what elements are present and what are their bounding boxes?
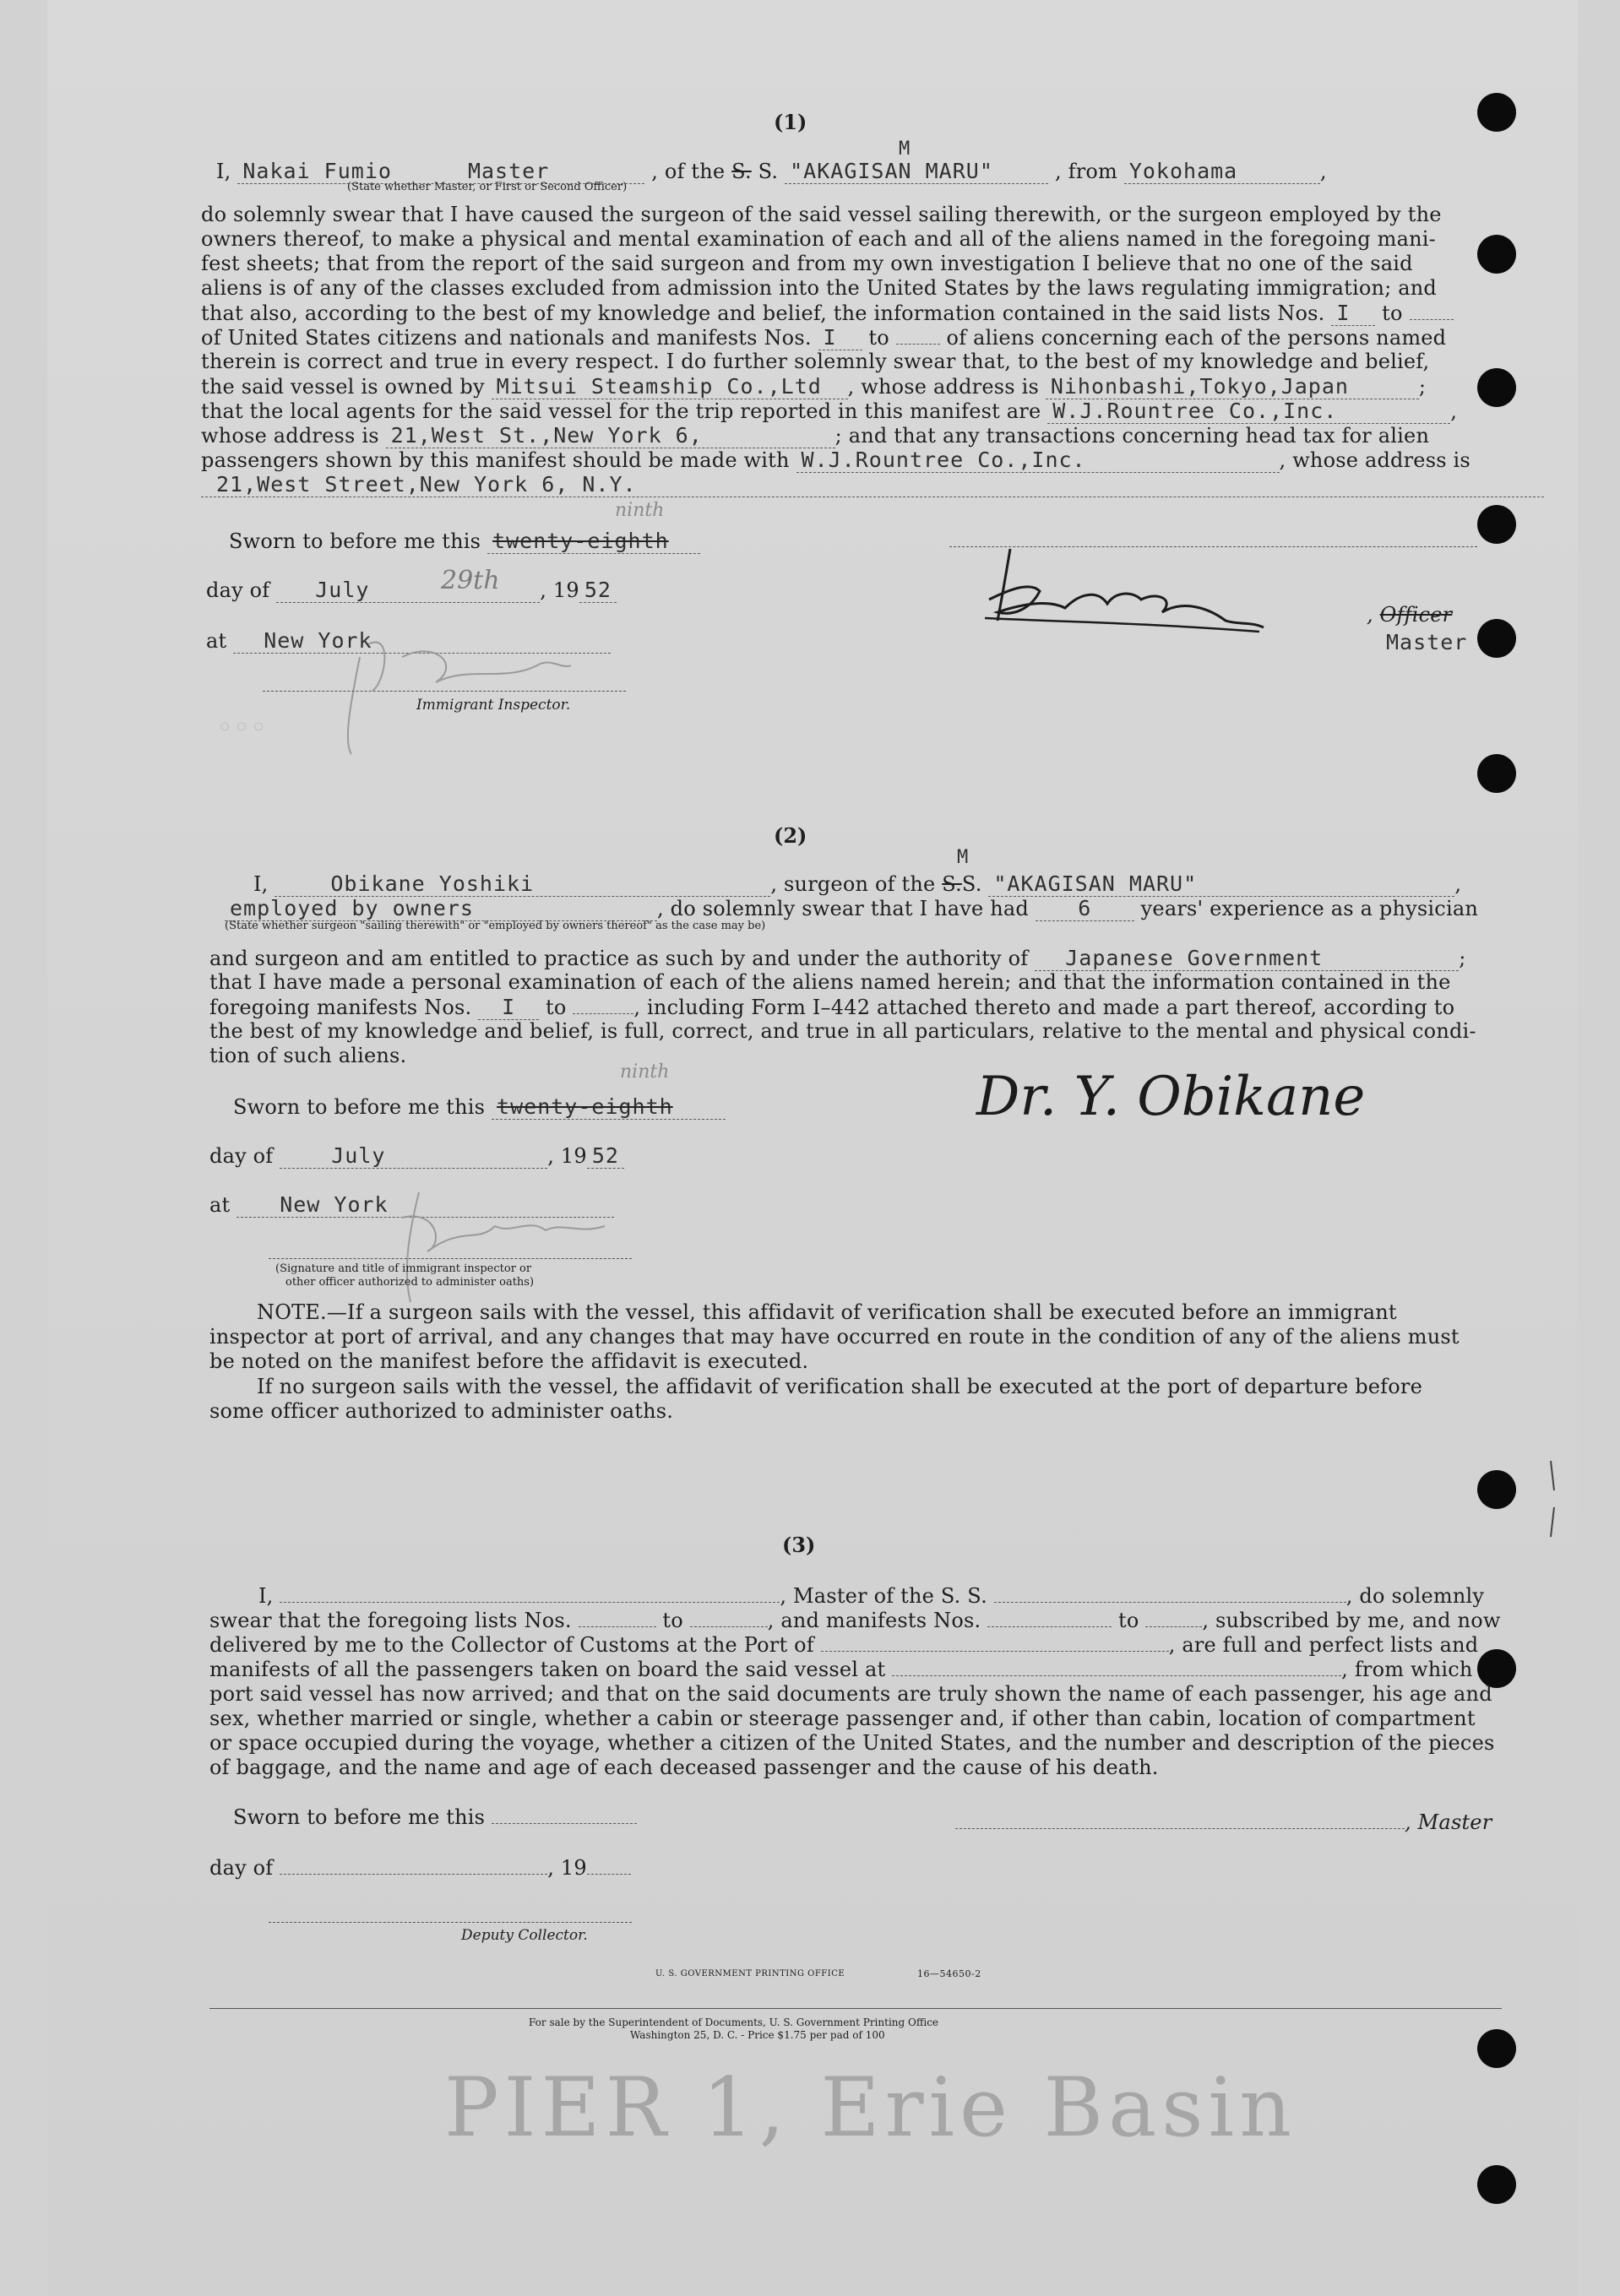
- section-number: (3): [782, 1533, 816, 1557]
- owner-address-label: , whose address is: [847, 375, 1039, 399]
- punch-hole: [1477, 1470, 1516, 1509]
- lists-text: that also, according to the best of my knowledge and belief, the information contained in the said lists Nos.: [201, 301, 1325, 325]
- year-prefix: , 19: [547, 1856, 587, 1880]
- officer-title-typed: Master: [1386, 630, 1468, 654]
- master-signature-field[interactable]: [955, 1810, 1492, 1834]
- section1-body-1: owners thereof, to make a physical and mental examination of each and all of the aliens named in the foregoing mani-: [201, 227, 1436, 251]
- sworn-day-field[interactable]: [492, 1823, 637, 1824]
- lists-to-field[interactable]: [690, 1626, 768, 1627]
- section2-line5: [209, 995, 1454, 1020]
- inspector-signature-line: [269, 1258, 632, 1259]
- sale-line-1: For sale by the Superintendent of Documents, U. S. Government Printing Office: [529, 2016, 939, 2028]
- port-field[interactable]: [821, 1651, 1169, 1652]
- owner-address-field[interactable]: Nihonbashi,Tokyo,Japan: [1046, 374, 1419, 399]
- agents-address-field[interactable]: 21,West St.,New York 6,: [386, 423, 835, 448]
- master-of-label: , Master of the S. S.: [780, 1584, 987, 1608]
- form-text: , including Form I–442 attached thereto and made a part thereof, according to: [633, 996, 1455, 1019]
- section1-body-7: the said vessel is owned by Mitsui Steamship Co.,Ltd , whose address is Nihonbashi,Tokyo,Japan ;: [201, 374, 1427, 399]
- printing-office: U. S. GOVERNMENT PRINTING OFFICE: [655, 1969, 845, 1978]
- experience-text-end: years' experience as a physician: [1140, 897, 1478, 920]
- head-tax-address-label: , whose address is: [1279, 448, 1471, 472]
- years-field[interactable]: 6: [1036, 896, 1134, 921]
- subscribed-text: , subscribed by me, and now: [1202, 1609, 1501, 1632]
- section1-body-3: aliens is of any of the classes excluded from admission into the United States by the laws regulating immigration; and: [201, 276, 1437, 300]
- month-field[interactable]: [280, 1874, 547, 1875]
- label-to: to: [546, 996, 567, 1019]
- section2-line4: that I have made a personal examination of each of the aliens named herein; and that the information contained in the: [209, 970, 1451, 994]
- manifests-text: foregoing manifests Nos.: [209, 996, 472, 1019]
- ss-label: S.: [758, 160, 779, 183]
- form-code: 16—54650-2: [917, 1968, 981, 1979]
- punch-hole: [1477, 368, 1516, 407]
- vessel-name-field[interactable]: [994, 1602, 1346, 1603]
- faint-stamp: ◦◦◦: [216, 711, 268, 745]
- i-label: I,: [253, 872, 269, 896]
- section1-body-8: that the local agents for the said vessel for the trip reported in this manifest are W.J.Rountree Co.,Inc. ,: [201, 399, 1458, 423]
- rank-caption: (State whether Master, or First or Second Officer): [347, 181, 628, 193]
- ss-struck: S.: [731, 160, 752, 183]
- officer-struck: Officer: [1379, 603, 1453, 627]
- master-signature: [981, 540, 1268, 633]
- section1-body-4: [201, 301, 1454, 326]
- at-label: at: [209, 1193, 231, 1217]
- deputy-collector-caption: Deputy Collector.: [461, 1927, 588, 1944]
- section2-line1: I, Obikane Yoshiki , surgeon of the S.S. "AKAGISAN MARU" ,: [253, 871, 1462, 896]
- sworn-line: [233, 1805, 637, 1829]
- i-label: I,: [216, 160, 231, 183]
- year-field[interactable]: [587, 1874, 631, 1875]
- day-of-label: day of: [209, 1856, 274, 1880]
- sale-line-2: Washington 25, D. C. - Price $1.75 per pad of 100: [630, 2029, 885, 2041]
- note-line-1: inspector at port of arrival, and any changes that may have occurred en route in the condition of any of the aliens must: [209, 1325, 1460, 1349]
- ms-correction-mark: M: [957, 847, 970, 868]
- surgeon-name: Obikane Yoshiki: [330, 871, 535, 896]
- manifests-to-field[interactable]: [573, 1013, 633, 1014]
- master-signature-line: [955, 1828, 1405, 1829]
- inspector-pencil-signature: [385, 1175, 639, 1311]
- agents-address-label: whose address is: [201, 424, 379, 448]
- month-field[interactable]: [276, 578, 540, 603]
- departure-port-field[interactable]: [892, 1675, 1341, 1676]
- year-field[interactable]: 52: [579, 578, 617, 603]
- agents-field[interactable]: W.J.Rountree Co.,Inc.: [1047, 399, 1450, 424]
- label-of-the: , of the: [651, 160, 726, 183]
- sworn-label: Sworn to before me this: [229, 529, 481, 553]
- section1-body-9: [201, 423, 1429, 448]
- master-caption: , Master: [1405, 1810, 1492, 1834]
- edge-mark: [1542, 1457, 1568, 1541]
- section3-body-3: of baggage, and the name and age of each deceased passenger and the cause of his death.: [209, 1756, 1159, 1779]
- inspector-caption: Immigrant Inspector.: [416, 697, 571, 714]
- ss-label: S.: [961, 872, 982, 896]
- day-of-line: [209, 1143, 624, 1169]
- section3-line4: [209, 1658, 1473, 1681]
- master-rank: Master: [467, 159, 550, 183]
- lists-to-field[interactable]: [1410, 319, 1454, 320]
- manifests-from-field[interactable]: [987, 1626, 1112, 1627]
- authority-value: Japanese Government: [1065, 946, 1324, 970]
- owner-field[interactable]: Mitsui Steamship Co.,Ltd: [492, 374, 848, 399]
- label-to: to: [1118, 1609, 1139, 1632]
- date-correction: 29th: [441, 566, 500, 595]
- manifests-text: of United States citizens and nationals and manifests Nos.: [201, 326, 812, 350]
- employment-caption: (State whether surgeon "sailing therewith" or "employed by owners thereof" as the case may be): [225, 920, 766, 932]
- punch-hole: [1477, 619, 1516, 658]
- year-field[interactable]: 52: [587, 1143, 624, 1169]
- note-line-3: If no surgeon sails with the vessel, the affidavit of verification shall be executed at the port of departure before: [257, 1375, 1422, 1398]
- note-line-2: be noted on the manifest before the affidavit is executed.: [209, 1349, 809, 1373]
- manifests-text-end: of aliens concerning each of the persons named: [946, 326, 1447, 350]
- sworn-day-field[interactable]: [492, 1094, 726, 1120]
- section2-line7: tion of such aliens.: [209, 1044, 407, 1067]
- day-of-label: day of: [209, 1144, 274, 1168]
- section1-body-0: do solemnly swear that I have caused the surgeon of the said vessel sailing therewith, or the surgeon employed by the: [201, 203, 1442, 226]
- surgeon-vessel-field[interactable]: "AKAGISAN MARU": [988, 871, 1454, 897]
- label-to: to: [1382, 301, 1403, 325]
- head-tax-agent-field[interactable]: W.J.Rountree Co.,Inc.: [796, 448, 1280, 473]
- month-value: July: [315, 578, 370, 602]
- label-surgeon-of: , surgeon of the: [770, 872, 936, 896]
- year-prefix: , 19: [547, 1144, 587, 1168]
- sworn-label: Sworn to before me this: [233, 1805, 486, 1829]
- manifests-from-field[interactable]: I: [478, 995, 539, 1020]
- section1-body-6: therein is correct and true in every respect. I do further solemnly swear that, to the best of my knowledge and belief,: [201, 350, 1430, 373]
- punch-hole: [1477, 93, 1516, 132]
- authority-text: and surgeon and am entitled to practice as such by and under the authority of: [209, 947, 1029, 970]
- ss-struck: S.: [942, 872, 962, 896]
- officer-label: , Officer: [1367, 603, 1453, 627]
- section2-line3: and surgeon and am entitled to practice as such by and under the authority of Japanese Government ;: [209, 946, 1466, 970]
- master-name: Nakai Fumio: [242, 159, 392, 183]
- manifests-from-field[interactable]: I: [818, 325, 862, 350]
- section3-line1: [258, 1584, 1484, 1608]
- inspector-signature-line: [263, 691, 626, 692]
- month-field[interactable]: [280, 1143, 547, 1169]
- section1-body-5: [201, 325, 1446, 350]
- agents-text: that the local agents for the said vessel for the trip reported in this manifest are: [201, 399, 1041, 423]
- month-value: July: [331, 1143, 386, 1168]
- surgeon-name-field[interactable]: [275, 871, 770, 897]
- collector-text: delivered by me to the Collector of Customs at the Port of: [209, 1633, 814, 1657]
- signature-caption-2: other officer authorized to administer oaths): [285, 1276, 535, 1289]
- year-prefix: , 19: [540, 578, 579, 602]
- sworn-day-correction: ninth: [620, 1061, 670, 1083]
- section3-body-0: port said vessel has now arrived; and that on the said documents are truly shown the name of each passenger, his age and: [209, 1682, 1492, 1706]
- footer-rule: [209, 2008, 1502, 2009]
- head-tax-text: ; and that any transactions concerning head tax for alien: [834, 424, 1430, 448]
- inspector-pencil-signature: [334, 606, 588, 758]
- vessel-name-field[interactable]: "AKAGISAN MARU": [785, 159, 1048, 184]
- day-of-line: [206, 578, 617, 603]
- i-label: I,: [258, 1584, 274, 1608]
- section3-body-2: or space occupied during the voyage, whether a citizen of the United States, and the number and description of the pieces: [209, 1731, 1495, 1755]
- affidavit-page: [47, 0, 1578, 2296]
- section-number: (1): [774, 110, 807, 134]
- section1-body-2: fest sheets; that from the report of the said surgeon and from my own investigation I believe that no one of the said: [201, 252, 1413, 275]
- punch-hole: [1477, 2029, 1516, 2068]
- section-number: (2): [774, 823, 807, 848]
- place-value: New York: [264, 628, 372, 653]
- authority-field[interactable]: [1035, 946, 1459, 971]
- owned-by-text: the said vessel is owned by: [201, 375, 485, 399]
- head-tax-agent-label: passengers shown by this manifest should be made with: [201, 448, 790, 472]
- section1-line1: I, Nakai Fumio Master , of the S. S. "AKAGISAN MARU" , from Yokohama ,: [216, 159, 1327, 183]
- from-which-text: , from which: [1341, 1658, 1473, 1681]
- section2-line6: the best of my knowledge and belief, is full, correct, and true in all particulars, relative to the mental and physical condi-: [209, 1019, 1476, 1043]
- manifests-to-field[interactable]: [896, 344, 940, 345]
- signature-caption-1: (Signature and title of immigrant inspector or: [275, 1262, 532, 1275]
- note-line-0: NOTE.—If a surgeon sails with the vessel, this affidavit of verification shall be executed before an immigrant: [257, 1300, 1397, 1324]
- section3-line2: [209, 1609, 1501, 1632]
- do-solemnly-text: , do solemnly: [1345, 1584, 1485, 1608]
- at-label: at: [206, 629, 227, 653]
- passengers-text: manifests of all the passengers taken on board the said vessel at: [209, 1658, 886, 1681]
- label-to: to: [868, 326, 889, 350]
- day-of-label: day of: [206, 578, 270, 602]
- sworn-label: Sworn to before me this: [233, 1095, 486, 1119]
- punch-hole: [1477, 505, 1516, 544]
- from-port-field[interactable]: Yokohama: [1124, 159, 1320, 184]
- place-value: New York: [280, 1192, 389, 1217]
- sworn-day-correction: ninth: [615, 500, 665, 521]
- sworn-line: [233, 1094, 726, 1120]
- section2-line2: [225, 896, 1478, 921]
- deputy-collector-line[interactable]: [269, 1922, 632, 1923]
- lists-from-field[interactable]: I: [1331, 301, 1375, 326]
- day-of-line: [209, 1856, 631, 1880]
- note-line-4: some officer authorized to administer oaths.: [209, 1399, 674, 1423]
- label-from: , from: [1054, 160, 1117, 183]
- lists-text: swear that the foregoing lists Nos.: [209, 1609, 572, 1632]
- lists-from-field[interactable]: [579, 1626, 656, 1627]
- employment-field[interactable]: employed by owners: [225, 896, 657, 921]
- label-to: to: [662, 1609, 683, 1632]
- experience-text: , do solemnly swear that I have had: [657, 897, 1029, 920]
- section1-body-10: [201, 448, 1471, 473]
- ms-correction-mark: M: [899, 138, 911, 160]
- sworn-day-field[interactable]: [487, 529, 700, 554]
- sworn-day-struck: twenty-eighth: [497, 1094, 673, 1119]
- head-tax-address-field[interactable]: 21,West Street,New York 6, N.Y.: [216, 472, 637, 497]
- manifests-text: , and manifests Nos.: [767, 1609, 981, 1632]
- punch-hole: [1477, 235, 1516, 274]
- sworn-day-struck: twenty-eighth: [492, 529, 669, 553]
- pier-pencil-note: PIER 1, Erie Basin: [444, 2060, 1297, 2155]
- section3-line3: [209, 1633, 1478, 1657]
- punch-hole: [1477, 2165, 1516, 2204]
- surgeon-signature: Dr. Y. Obikane: [976, 1066, 1366, 1128]
- manifests-to-field[interactable]: [1145, 1626, 1202, 1627]
- master-name-field[interactable]: [280, 1602, 780, 1603]
- punch-hole: [1477, 754, 1516, 793]
- perfect-lists-text: , are full and perfect lists and: [1168, 1633, 1479, 1657]
- section3-body-1: sex, whether married or single, whether a cabin or steerage passenger and, if other than cabin, location of compartment: [209, 1707, 1476, 1730]
- sworn-line: [229, 529, 700, 554]
